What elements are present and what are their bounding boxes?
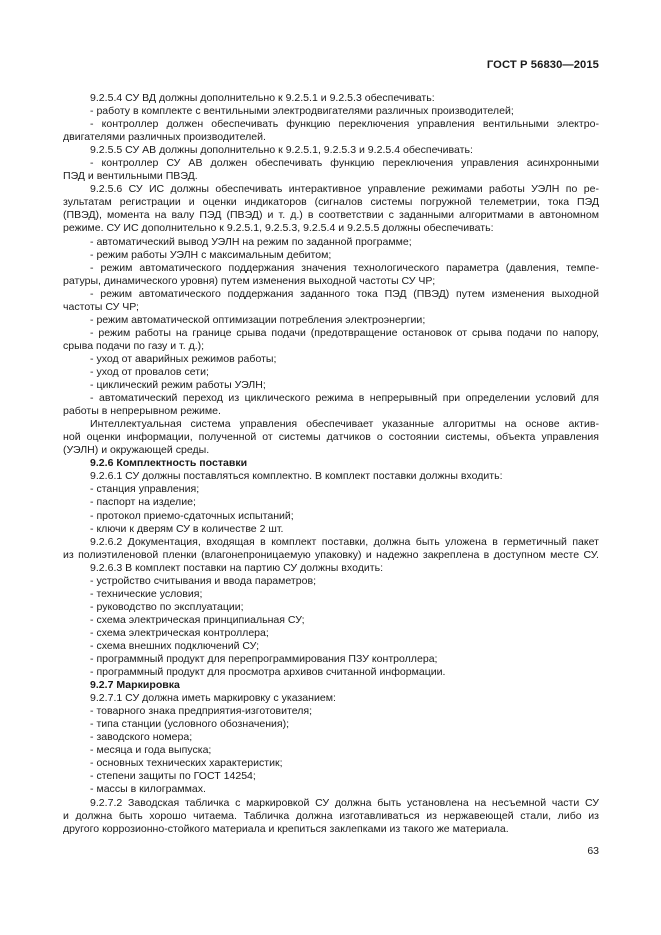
text-line: - месяца и года выпуска; xyxy=(90,744,212,757)
text-line: - степени защиты по ГОСТ 14254; xyxy=(90,770,256,783)
text-line: - уход от аварийных режимов работы; xyxy=(90,352,277,365)
text-line: - режим автоматического поддержания заданного тока ПЭД (ПВЭД) путем изменения выходной xyxy=(90,287,599,300)
text-line: и должна быть хорошо читаема. Табличка должна изготавливаться из нержавеющей стали, либо из xyxy=(63,809,599,822)
text-line: ратуры, динамического уровня) путем изменения выходной частоты СУ ЧР; xyxy=(63,274,436,287)
text-line: 9.2.6.3 В комплект поставки на партию СУ должны входить: xyxy=(90,561,384,574)
text-line: 9.2.5.5 СУ АВ должны дополнительно к 9.2.5.1, 9.2.5.3 и 9.2.5.4 обеспечивать: xyxy=(90,144,473,157)
text-line: - протокол приемо-сдаточных испытаний; xyxy=(90,509,294,522)
text-line: - режим работы на границе срыва подачи (предотвращение остановок от срыва подачи по напору, xyxy=(90,326,599,339)
text-line: - режим автоматического поддержания значения технологического параметра (давления, темпе- xyxy=(90,261,599,274)
standard-header: ГОСТ Р 56830—2015 xyxy=(486,59,599,71)
text-line: - режим автоматической оптимизации потребления электроэнергии; xyxy=(90,313,426,326)
text-line: Интеллектуальная система управления обеспечивает указанные алгоритмы на основе актив- xyxy=(90,418,599,431)
text-line: - схема электрическая принципиальная СУ; xyxy=(90,613,305,626)
text-line: - контроллер должен обеспечивать функцию переключения управления вентильными электро- xyxy=(90,118,599,131)
text-line: 9.2.6.2 Документация, входящая в комплект поставки, должна быть уложена в герметичный пакет xyxy=(90,535,599,548)
text-line: - автоматический вывод УЭЛН на режим по заданной программе; xyxy=(90,235,412,248)
document-body xyxy=(63,92,599,836)
text-line: - паспорт на изделие; xyxy=(90,496,196,509)
text-line: - товарного знака предприятия-изготовителя; xyxy=(90,705,313,718)
text-line: - программный продукт для перепрограммирования ПЗУ контроллера; xyxy=(90,653,438,666)
text-line: зультатам регистрации и оценки индикаторов (сигналов системы погружной телеметрии, тока ПЭД xyxy=(63,196,599,209)
text-line: - автоматический переход из циклического режима в непрерывный при определении условий для xyxy=(90,392,599,405)
text-line: - руководство по эксплуатации; xyxy=(90,600,244,613)
text-line: - контроллер СУ АВ должен обеспечивать функцию переключения управления асинхронными xyxy=(90,157,599,170)
text-line: - схема электрическая контроллера; xyxy=(90,626,269,639)
text-line: 9.2.5.6 СУ ИС должны обеспечивать интерактивное управление режимами работы УЭЛН по ре- xyxy=(90,183,599,196)
text-line: - устройство считывания и ввода параметров; xyxy=(90,574,317,587)
text-line: ПЭД и вентильными ПВЭД. xyxy=(63,170,198,183)
text-line: - массы в килограммах. xyxy=(90,783,206,796)
text-line: 9.2.6.1 СУ должны поставляться комплектно. В комплект поставки должны входить: xyxy=(90,470,503,483)
text-line: срыва подачи по газу и т. д.); xyxy=(63,339,205,352)
text-line: - уход от провалов сети; xyxy=(90,365,209,378)
text-line: - заводского номера; xyxy=(90,731,193,744)
text-line: - технические условия; xyxy=(90,587,203,600)
text-line: - ключи к дверям СУ в количестве 2 шт. xyxy=(90,522,284,535)
text-line: режиме. СУ ИС дополнительно к 9.2.5.1, 9.2.5.3, 9.2.5.4 и 9.2.5.5 должны обеспечивать: xyxy=(63,222,494,235)
text-line: - станция управления; xyxy=(90,483,200,496)
text-line: - основных технических характеристик; xyxy=(90,757,283,770)
text-line: - типа станции (условного обозначения); xyxy=(90,718,290,731)
text-line: другого коррозионно-стойкого материала и крепиться заклепками из такого же материала. xyxy=(63,822,509,835)
text-line: - программный продукт для просмотра архивов считанной информации. xyxy=(90,666,446,679)
section-heading: 9.2.7 Маркировка xyxy=(90,679,180,692)
text-line: - работу в комплекте с вентильными электродвигателями различных производителей; xyxy=(90,105,514,118)
text-line: - схема внешних подключений СУ; xyxy=(90,639,260,652)
text-line: из полиэтиленовой пленки (влагонепроницаемую упаковку) и надежно закреплена в доступном месте СУ. xyxy=(63,548,599,561)
text-line: ной оценки информации, полученной от системы датчиков о состоянии системы, объекта управления xyxy=(63,431,599,444)
text-line: двигателями различных производителей. xyxy=(63,131,266,144)
text-line: 9.2.5.4 СУ ВД должны дополнительно к 9.2.5.1 и 9.2.5.3 обеспечивать: xyxy=(90,92,435,104)
text-line: 9.2.7.1 СУ должна иметь маркировку с указанием: xyxy=(90,692,336,705)
text-line: - режим работы УЭЛН с максимальным дебитом; xyxy=(90,248,332,261)
page-number: 63 xyxy=(587,845,599,857)
text-line: (УЭЛН) и окружающей среды. xyxy=(63,444,210,457)
text-line: частоты СУ ЧР; xyxy=(63,300,139,313)
text-line: (ПВЭД), момента на валу ПЭД (ПВЭД) и т. д.) в соответствии с заданными алгоритмами в автономном xyxy=(63,209,599,222)
section-heading: 9.2.6 Комплектность поставки xyxy=(90,457,248,470)
text-line: работы в непрерывном режиме. xyxy=(63,405,221,418)
text-line: 9.2.7.2 Заводская табличка с маркировкой СУ должна быть установлена на несъемной части СУ xyxy=(90,796,599,809)
text-line: - циклический режим работы УЭЛН; xyxy=(90,379,266,392)
